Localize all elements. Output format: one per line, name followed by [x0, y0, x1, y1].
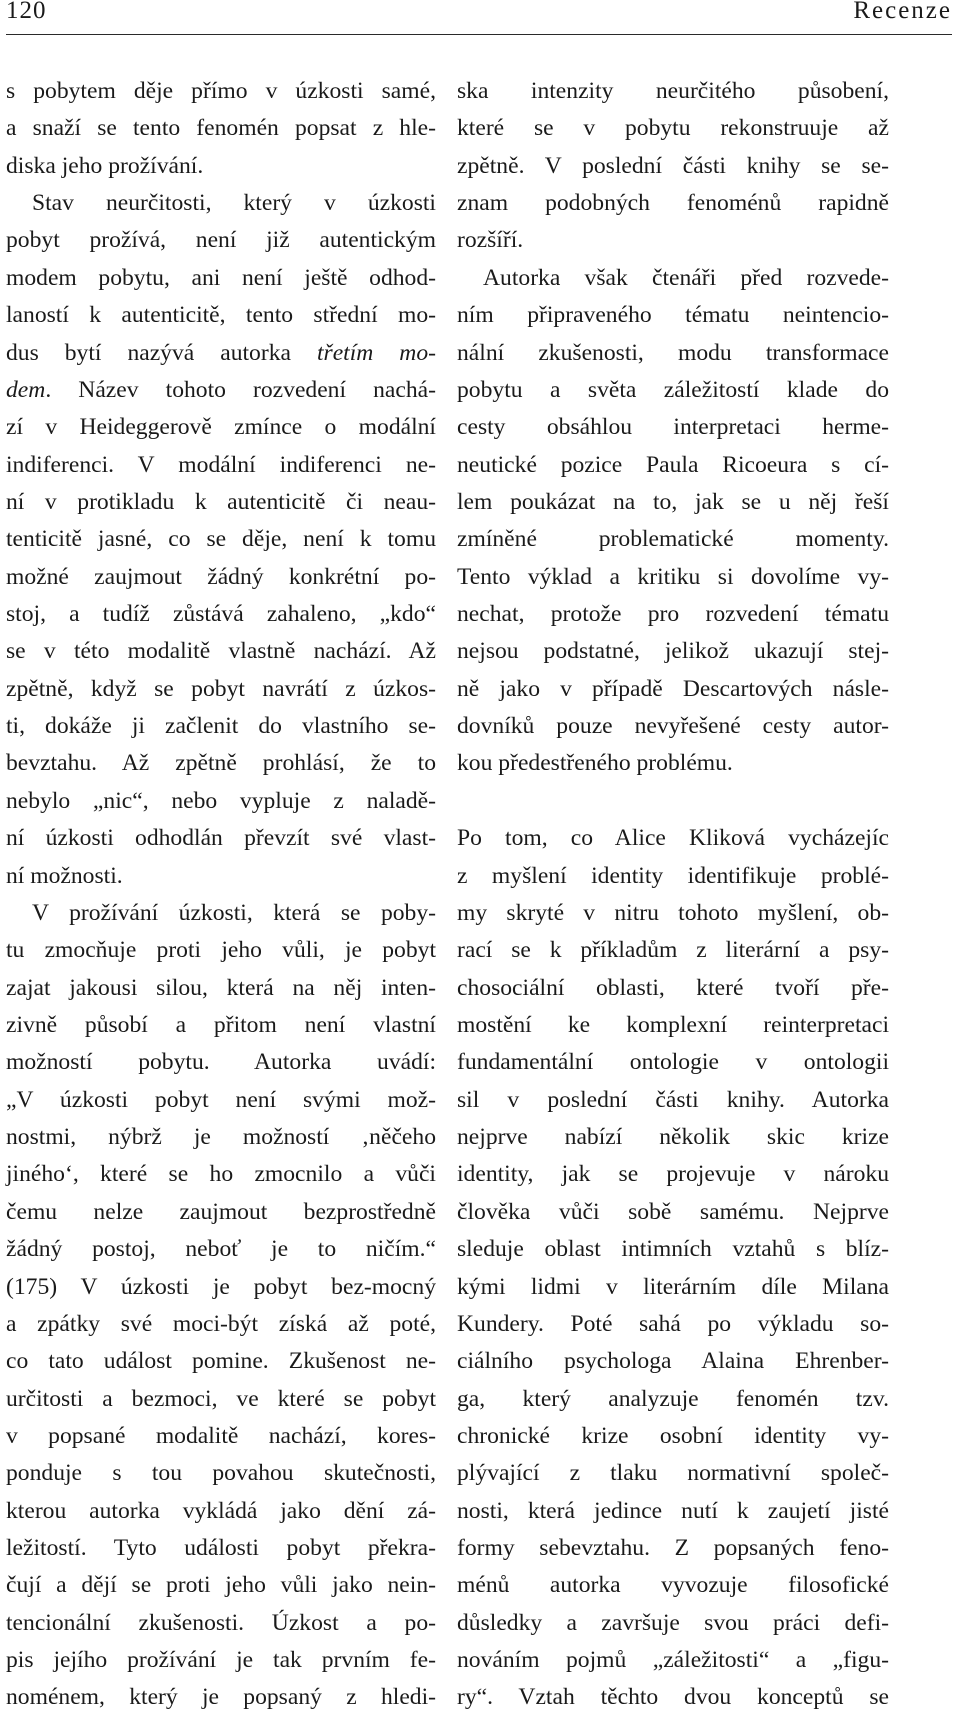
line-text: čují a dějí se proti jeho vůli jako nein-	[6, 1572, 436, 1599]
text-line	[457, 409, 889, 446]
line-text: rací se k příkladům z literární a psy-	[457, 937, 889, 964]
text-line	[6, 409, 436, 446]
text-line	[457, 222, 889, 259]
text-line	[6, 671, 436, 708]
text-line	[457, 1455, 889, 1492]
text-line	[457, 1269, 889, 1306]
line-text: neutické pozice Paula Ricoeura s cí-	[457, 451, 889, 478]
line-text: z myšlení identity identifikuje problé-	[457, 862, 889, 889]
line-text: my skryté v nitru tohoto myšlení, ob-	[457, 899, 889, 926]
line-text: indiferenci. V modální indiferenci ne-	[6, 451, 436, 478]
text-line	[6, 521, 436, 558]
line-text: cesty obsáhlou interpretaci herme-	[457, 414, 889, 441]
line-text: ti, dokáže ji začlenit do vlastního se-	[6, 713, 436, 740]
text-line	[457, 1044, 889, 1081]
page-number: 120	[6, 0, 47, 24]
text-line	[457, 1642, 889, 1679]
line-text: které se v pobytu rekonstruuje až	[457, 115, 889, 142]
text-line	[457, 1567, 889, 1604]
text-line	[6, 372, 436, 409]
text-line	[457, 1156, 889, 1193]
line-text: ska intenzity neurčitého působení,	[457, 78, 889, 104]
text-line	[457, 148, 889, 185]
line-text: možné zaujmout žádný konkrétní po-	[6, 563, 436, 590]
line-text: co tato událost pomine. Zkušenost ne-	[6, 1348, 436, 1375]
line-text: „V úzkosti pobyt není svými mož-	[6, 1086, 436, 1113]
line-text: mostění ke komplexní reinterpretaci	[457, 1011, 889, 1038]
line-text: plývající z tlaku normativní společ-	[457, 1460, 889, 1487]
line-text: zpětně. V poslední části knihy se se-	[457, 152, 889, 179]
line-text: v popsané modalitě nachází, kores-	[6, 1422, 436, 1449]
text-line	[6, 260, 436, 297]
emphasis-text: třetím mo-	[316, 339, 436, 366]
line-text: nejprve nabízí několik skic krize	[457, 1124, 889, 1151]
text-line	[6, 335, 436, 372]
text-line	[6, 1007, 436, 1044]
text-line	[457, 335, 889, 372]
line-text: . Název tohoto rozvedení nachá-	[45, 376, 436, 403]
line-text: ní možnosti.	[6, 862, 123, 889]
text-line	[6, 1493, 436, 1530]
text-line	[457, 297, 889, 334]
text-line	[457, 559, 889, 596]
line-text: ménů autorka vyvozuje filosofické	[457, 1572, 889, 1599]
line-text: ní v protikladu k autenticitě či neau-	[6, 488, 436, 515]
line-text: sil v poslední části knihy. Autorka	[457, 1086, 889, 1113]
text-line	[6, 1231, 436, 1268]
text-line	[457, 73, 889, 110]
text-line	[6, 73, 436, 110]
text-line	[457, 484, 889, 521]
text-line	[457, 447, 889, 484]
text-line	[457, 1194, 889, 1231]
text-line	[6, 1642, 436, 1679]
line-text: nální zkušenosti, modu transformace	[457, 339, 889, 366]
text-line	[6, 1605, 436, 1642]
line-text: ním připraveného tématu neintencio-	[457, 302, 889, 329]
text-line	[6, 708, 436, 745]
text-line	[457, 1605, 889, 1642]
line-text: se v této modalitě vlastně nachází. Až	[6, 638, 436, 665]
text-line	[6, 1381, 436, 1418]
text-line	[6, 1044, 436, 1081]
text-line	[6, 222, 436, 259]
text-line	[457, 708, 889, 745]
line-text: bevztahu. Až zpětně prohlásí, že to	[6, 750, 436, 777]
text-line	[457, 1381, 889, 1418]
line-text: dovníků pouze nevyřešené cesty autor-	[457, 713, 889, 740]
line-text: a zpátky své moci-být získá až poté,	[6, 1310, 436, 1337]
line-text: laností k autenticitě, tento střední mo-	[6, 302, 436, 329]
text-line	[457, 1418, 889, 1455]
line-text: tu zmocňuje proti jeho vůli, je pobyt	[6, 937, 436, 964]
text-line	[457, 110, 889, 147]
paragraph-gap	[457, 783, 889, 820]
text-line	[457, 1530, 889, 1567]
line-text: nechat, protože pro rozvedení tématu	[457, 601, 889, 628]
text-line	[6, 148, 436, 185]
text-line	[457, 1082, 889, 1119]
text-line	[6, 1082, 436, 1119]
text-line	[457, 596, 889, 633]
running-header	[6, 0, 952, 35]
line-text: fundamentální ontologie v ontologii	[457, 1049, 889, 1076]
text-line	[457, 521, 889, 558]
text-line	[457, 1119, 889, 1156]
line-text: pobytu a světa záležitostí klade do	[457, 376, 889, 403]
line-text: ga, který analyzuje fenomén tzv.	[457, 1385, 889, 1412]
text-line	[457, 745, 889, 782]
line-text: rozšíří.	[457, 227, 524, 254]
line-text: noménem, který je popsaný z hledi-	[6, 1684, 436, 1711]
text-line	[457, 1493, 889, 1530]
line-text: sleduje oblast intimních vztahů s blíz-	[457, 1236, 889, 1263]
text-line	[6, 596, 436, 633]
line-text: ry“. Vztah těchto dvou konceptů se	[457, 1684, 889, 1711]
line-text: a snaží se tento fenomén popsat z hle-	[6, 115, 436, 142]
line-text: důsledky a završuje svou práci defi-	[457, 1609, 889, 1636]
text-line	[457, 1343, 889, 1380]
text-line	[457, 671, 889, 708]
line-text: zí v Heideggerově zmínce o modální	[6, 414, 436, 441]
line-text: tenticitě jasné, co se děje, není k tomu	[6, 526, 436, 553]
text-line	[6, 1455, 436, 1492]
text-line	[6, 1567, 436, 1604]
line-text: nosti, která jedince nutí k zaujetí jisté	[457, 1497, 889, 1524]
line-text: nebylo „nic“, nebo vypluje z naladě-	[6, 787, 436, 814]
text-line	[457, 260, 889, 297]
line-text: Stav neurčitosti, který v úzkosti	[32, 190, 436, 217]
line-text: pis jejího prožívání je tak prvním fe-	[6, 1647, 436, 1674]
line-text: možností pobytu. Autorka uvádí:	[6, 1049, 436, 1076]
line-text: pobyt prožívá, není již autentickým	[6, 227, 436, 254]
line-text: Po tom, co Alice Kliková vycházejíc	[457, 825, 889, 852]
text-line	[457, 372, 889, 409]
right-text-column	[457, 73, 889, 1717]
line-text: ciálního psychologa Alaina Ehrenber-	[457, 1348, 889, 1375]
text-line	[6, 633, 436, 670]
text-line	[457, 185, 889, 222]
text-line	[6, 1194, 436, 1231]
text-line	[6, 297, 436, 334]
text-line	[6, 447, 436, 484]
text-line	[6, 783, 436, 820]
line-text: modem pobytu, ani není ještě odhod-	[6, 264, 436, 291]
line-text: určitosti a bezmoci, ve které se pobyt	[6, 1385, 436, 1412]
line-text: chronické krize osobní identity vy-	[457, 1422, 889, 1449]
line-text: Kundery. Poté sahá po výkladu so-	[457, 1310, 889, 1337]
line-text: kými lidmi v literárním díle Milana	[457, 1273, 889, 1300]
left-text-column	[6, 73, 436, 1717]
line-text: žádný postoj, neboť je to ničím.“	[6, 1236, 436, 1263]
text-line	[6, 745, 436, 782]
text-line	[6, 858, 436, 895]
line-text: zpětně, když se pobyt navrátí z úzkos-	[6, 675, 436, 702]
line-text: kterou autorka vykládá jako dění zá-	[6, 1497, 436, 1524]
line-text: ponduje s tou povahou skutečnosti,	[6, 1460, 436, 1487]
text-line	[6, 1269, 436, 1306]
line-text: s pobytem děje přímo v úzkosti samé,	[6, 78, 436, 104]
text-line	[6, 1530, 436, 1567]
text-line	[6, 484, 436, 521]
line-text: zivně působí a přitom není vlastní	[6, 1011, 436, 1038]
text-line	[6, 932, 436, 969]
line-text: čemu nelze zaujmout bezprostředně	[6, 1198, 436, 1225]
text-line	[6, 820, 436, 857]
text-line	[457, 970, 889, 1007]
line-text: formy sebevztahu. Z popsaných feno-	[457, 1535, 889, 1562]
text-line	[6, 895, 436, 932]
text-line	[457, 1306, 889, 1343]
line-text: diska jeho prožívání.	[6, 152, 204, 179]
text-line	[6, 970, 436, 1007]
line-text: identity, jak se projevuje v nároku	[457, 1161, 889, 1188]
text-line	[6, 110, 436, 147]
text-line	[6, 185, 436, 222]
text-line	[457, 932, 889, 969]
section-title: Recenze	[853, 0, 952, 24]
line-text: (175) V úzkosti je pobyt bez-mocný	[6, 1273, 436, 1300]
text-line	[457, 858, 889, 895]
line-text: dus bytí nazývá autorka	[6, 339, 317, 366]
text-line	[6, 1306, 436, 1343]
line-text: znam podobných fenoménů rapidně	[457, 190, 889, 217]
line-text: ní úzkosti odhodlán převzít své vlast-	[6, 825, 436, 852]
line-text: zmíněné problematické momenty.	[457, 526, 889, 553]
line-text: nováním pojmů „záležitosti“ a „figu-	[457, 1647, 889, 1674]
text-line	[6, 1343, 436, 1380]
line-text: chosociální oblasti, které tvoří pře-	[457, 974, 889, 1001]
line-text: V prožívání úzkosti, která se poby-	[32, 899, 436, 926]
line-text: ně jako v případě Descartových násle-	[457, 675, 889, 702]
text-line	[457, 633, 889, 670]
text-line	[6, 1418, 436, 1455]
text-line	[457, 1231, 889, 1268]
text-line	[457, 1007, 889, 1044]
text-line	[457, 820, 889, 857]
line-text: stoj, a tudíž zůstává zahaleno, „kdo“	[6, 601, 436, 628]
text-line	[6, 1679, 436, 1716]
line-text: nostmi, nýbrž je možností ‚něčeho	[6, 1124, 436, 1151]
line-text: Tento výklad a kritiku si dovolíme vy-	[457, 563, 889, 590]
line-text: ležitostí. Tyto události pobyt překra-	[6, 1535, 436, 1562]
text-line	[6, 1119, 436, 1156]
line-text: nejsou podstatné, jelikož ukazují stej-	[457, 638, 889, 665]
emphasis-text: dem	[6, 376, 46, 403]
line-text: zajat jakousi silou, která na něj inten-	[6, 974, 436, 1001]
line-text: jiného‘, které se ho zmocnilo a vůči	[6, 1161, 436, 1188]
text-line	[6, 1156, 436, 1193]
line-text: kou předestřeného problému.	[457, 750, 733, 777]
text-line	[457, 895, 889, 932]
line-text: tencionální zkušenosti. Úzkost a po-	[6, 1609, 436, 1636]
line-text: člověka vůči sobě samému. Nejprve	[457, 1198, 889, 1225]
line-text: lem poukázat na to, jak se u něj řeší	[457, 488, 889, 515]
line-text: Autorka však čtenáři před rozvede-	[483, 264, 889, 291]
text-line	[6, 559, 436, 596]
text-line	[457, 1679, 889, 1716]
